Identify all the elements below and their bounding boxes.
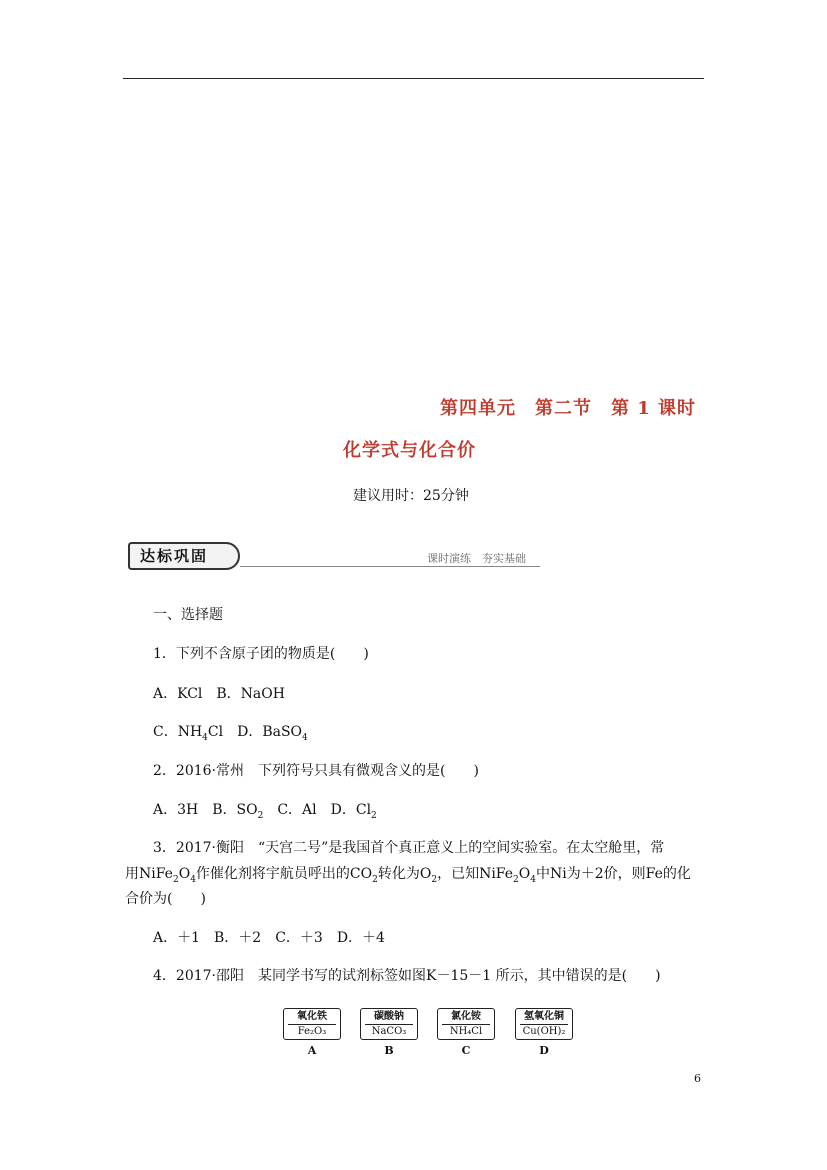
text-run: ，已知NiFe [437,866,514,882]
subscript: 2 [172,874,179,885]
label-box [360,1008,418,1040]
unit-title: 第四单元 第二节 第 1 课时 [440,398,697,419]
reagent-formula: Cu(OH)₂ [522,1026,566,1037]
page-number: 6 [694,1072,701,1085]
reagent-name: 氧化铁 [288,1010,336,1025]
reagent-name: 氢氧化铜 [520,1010,568,1025]
banner-slogan: 课时演练 夯实基础 [427,552,526,565]
label-box [283,1008,341,1040]
question-2-stem: 2．2016·常州 下列符号只具有微观含义的是( ) [153,763,479,779]
subscript: 2 [371,810,377,821]
banner-label: 达标巩固 [128,542,240,570]
reagent-label [360,1008,418,1057]
question-1-options-cd [153,721,308,743]
option-letter: D [539,1044,549,1057]
text-run: Cl D．BaSO [207,724,303,740]
subscript: 2 [372,874,378,885]
text-run: O [178,866,191,882]
text-run: C．Al D．Cl [263,802,372,818]
reagent-label [283,1008,341,1057]
option-letter: C [461,1044,471,1057]
question-2-options [153,799,377,821]
subscript: 2 [431,874,438,885]
question-1-stem: 1．下列不含原子团的物质是( ) [153,646,369,662]
reagent-name: 氯化铵 [442,1010,490,1025]
question-3-options: A．＋1 B．＋2 C．＋3 D．＋4 [153,930,385,946]
subscript: 4 [202,732,208,743]
subscript: 2 [513,874,519,885]
label-box [437,1008,495,1040]
section-banner [128,541,540,571]
reagent-name: 碳酸钠 [365,1010,413,1025]
reagent-label [437,1008,495,1057]
reagent-label [515,1008,573,1057]
option-letter: A [307,1044,317,1057]
question-4-stem: 4．2017·邵阳 某同学书写的试剂标签如图K－15－1 所示，其中错误的是( ) [153,968,661,984]
lesson-title: 化学式与化合价 [343,440,476,461]
subscript: 2 [257,810,264,821]
subscript: 4 [190,874,196,885]
option-letter: B [384,1044,394,1057]
text-run: 转化为O [377,866,432,882]
text-run: 用NiFe [125,866,173,882]
text-run: 作催化剂将宇航员呼出的CO [195,866,373,882]
question-3-line-1: 3．2017·衡阳 “天宫二号”是我国首个真正意义上的空间实验室。在太空舱里，常 [153,840,665,856]
section-title: 一、选择题 [153,607,223,623]
text-run: 中Ni为＋2价，则Fe的化 [536,866,691,882]
reagent-formula: NaCO₃ [371,1026,407,1037]
label-box [515,1008,573,1040]
reagent-formula: NH₄Cl [449,1026,483,1037]
reagent-formula: Fe₂O₃ [297,1026,327,1037]
question-3-line-3: 合价为( ) [125,891,206,907]
subscript: 4 [530,874,536,885]
text-run: A．3H B．SO [153,802,258,818]
text-run: C．NH [153,724,203,740]
question-1-options-ab: A．KCl B．NaOH [153,686,285,702]
header-rule [123,78,704,79]
question-3-line-2 [125,863,691,885]
reagent-labels-figure [283,1008,573,1060]
subscript: 4 [302,732,308,743]
suggested-time: 建议用时：25分钟 [353,488,469,504]
text-run: O [518,866,531,882]
banner-line [240,566,540,567]
